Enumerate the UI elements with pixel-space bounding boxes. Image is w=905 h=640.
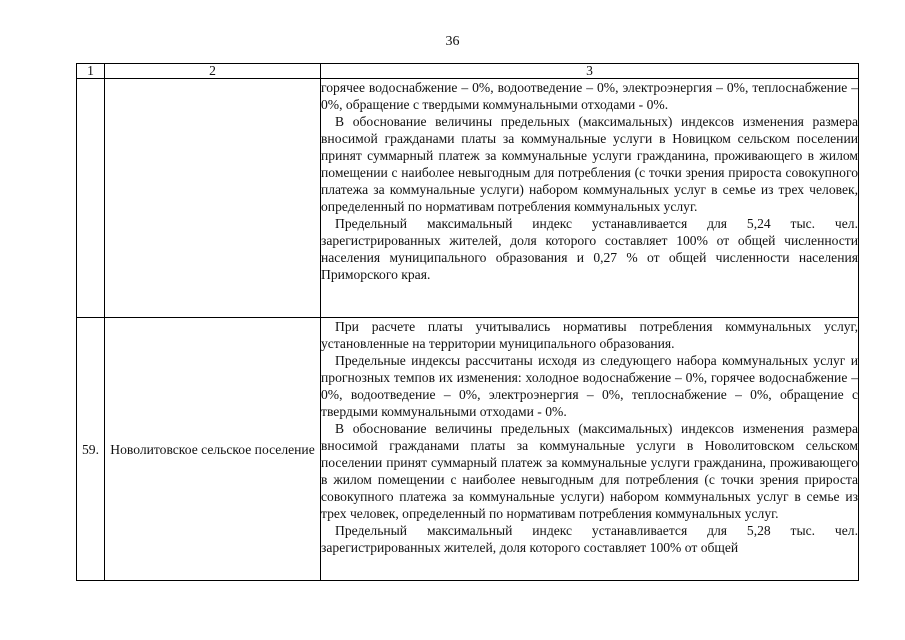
description-cell	[321, 318, 859, 581]
column-header-1: 1	[77, 64, 105, 79]
paragraph: Предельный максимальный индекс устанавливается для 5,28 тыс. чел. зарегистрированных жителей, доля которого составляет 100% от общей	[321, 523, 858, 555]
paragraph: горячее водоснабжение – 0%, водоотведение – 0%, электроэнергия – 0%, теплоснабжение – 0%, обращение с твердыми коммунальными отходами - 0%.	[321, 80, 858, 112]
column-header-3: 3	[321, 64, 859, 79]
document-table	[76, 63, 859, 581]
page-number: 36	[445, 34, 460, 49]
row-number-cell	[77, 79, 105, 318]
settlement-name-cell	[105, 79, 321, 318]
paragraph: Предельный максимальный индекс устанавливается для 5,24 тыс. чел. зарегистрированных жителей, доля которого составляет 100% от общей численности населения муниципального образования и 0,27 % от общей численности населения Приморского края.	[321, 216, 858, 282]
paragraph: В обоснование величины предельных (максимальных) индексов изменения размера вносимой гражданами платы за коммунальные услуги в Новолитовском сельском поселении принят суммарный платеж за коммунальные услуги гражданина, проживающего в жилом помещении с наиболее невыгодным для потребления (с точки зрения прироста совокупного платежа за коммунальные услуги) набором коммунальных услуг в семье из трех человек, определенный по нормативам потребления коммунальных услуг.	[321, 421, 858, 521]
paragraph: В обоснование величины предельных (максимальных) индексов изменения размера вносимой гражданами платы за коммунальные услуги в Новицком сельском поселении принят суммарный платеж за коммунальные услуги гражданина, проживающего в жилом помещении с наиболее невыгодным для потребления (с точки зрения прироста совокупного платежа за коммунальные услуги) набором коммунальных услуг в семье из трех человек, определенный по нормативам потребления коммунальных услуг.	[321, 114, 858, 214]
table-header-row	[77, 64, 859, 79]
column-header-2: 2	[105, 64, 321, 79]
paragraph: При расчете платы учитывались нормативы потребления коммунальных услуг, установленные на территории муниципального образования.	[321, 319, 858, 351]
table-row	[77, 79, 859, 318]
description-cell	[321, 79, 859, 318]
settlement-name-cell: Новолитовское сельское поселение	[105, 318, 321, 581]
table-row	[77, 318, 859, 581]
paragraph: Предельные индексы рассчитаны исходя из следующего набора коммунальных услуг и прогнозных темпов их изменения: холодное водоснабжение – 0%, горячее водоснабжение – 0%, водоотведение – 0%, электроэнергия – 0%, теплоснабжение – 0%, обращение с твердыми коммунальными отходами - 0%.	[321, 353, 858, 419]
row-number-cell: 59.	[77, 318, 105, 581]
